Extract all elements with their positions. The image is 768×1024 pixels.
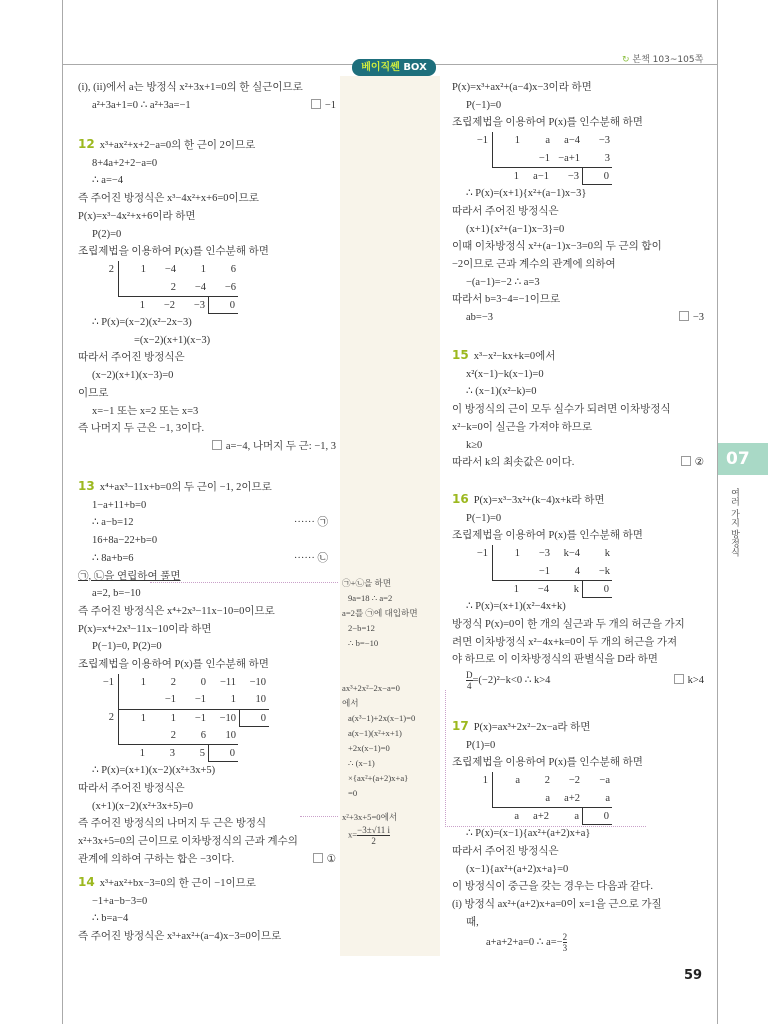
math-line: (x+1)(x−2)(x²+3x+5)=0 [92, 800, 193, 812]
divisor [466, 167, 492, 185]
math-line: ∴ P(x)=(x+1)(x²−4x+k) [466, 601, 566, 613]
division-row [92, 744, 336, 762]
division-cell: −3 [538, 548, 550, 560]
answer-icon [313, 853, 323, 863]
division-cell: −10 [209, 709, 239, 727]
problem-number: 17 [452, 719, 469, 733]
problem-number: 16 [452, 492, 469, 506]
note-line: a(x−1)(x²+x+1) [348, 728, 402, 738]
answer [309, 851, 336, 869]
denominator: 2 [371, 836, 376, 846]
division-cell: −a+1 [558, 152, 580, 164]
denominator: 3 [562, 943, 568, 954]
division-cell: a−4 [564, 135, 580, 147]
divisor: 2 [108, 712, 114, 724]
division-cell: 0 [200, 676, 206, 688]
note-line: ax³+2x²−2x−a=0 [342, 683, 400, 693]
synthetic-division [92, 674, 336, 762]
division-cell: 0 [208, 744, 238, 762]
division-cell: 2 [544, 775, 550, 787]
division-cell: −6 [224, 281, 236, 293]
denominator: 4 [467, 681, 472, 692]
division-cell: 1 [200, 263, 206, 275]
divisor [92, 279, 118, 297]
math-line: −2이므로 근과 계수의 관계에 의하여 [452, 258, 616, 270]
division-cell: 1 [514, 548, 520, 560]
math-line: P(−1)=0 [466, 99, 502, 111]
note-line: +2x(x−1)=0 [348, 743, 390, 753]
equation-marker: ······ ㉡ [293, 552, 328, 564]
numerator: −3±√11 i [357, 825, 391, 835]
division-cell: −2 [148, 296, 178, 314]
answer [307, 97, 336, 115]
math-line: 즉 주어진 방정식은 x⁴+2x³−11x−10=0이므로 [78, 605, 275, 617]
division-cell: 1 [492, 580, 522, 598]
page-border-left [62, 0, 63, 1024]
problem-number: 12 [78, 137, 95, 151]
divisor [92, 296, 118, 314]
answer-icon [674, 674, 684, 684]
answer-text: −1 [324, 99, 336, 111]
math-line: 따라서 b=3−4=−1이므로 [452, 294, 561, 306]
division-cell: 1 [514, 135, 520, 147]
note-line: ∴ b=−10 [348, 638, 379, 648]
division-row [466, 563, 704, 581]
division-row [466, 132, 704, 150]
divisor: −1 [476, 135, 488, 147]
math-line: 때, [466, 916, 479, 928]
division-cell: 0 [239, 709, 269, 727]
synthetic-division [466, 545, 704, 598]
note-line: ×{ax²+(a+2)x+a} [348, 773, 409, 783]
math-text: ㉠, ㉡을 연립하여 풀면 [78, 570, 181, 582]
math-line: 이 방정식이 중근을 갖는 경우는 다음과 같다. [452, 881, 653, 893]
division-cell: −11 [219, 676, 236, 688]
divisor [466, 580, 492, 598]
division-cell [493, 150, 523, 168]
math-line: 따라서 주어진 방정식은 [452, 845, 559, 857]
division-cell: 2 [170, 676, 176, 688]
division-cell: −4 [164, 263, 176, 275]
chapter-tab[interactable] [718, 443, 768, 475]
division-row [466, 545, 704, 563]
division-cell: 0 [582, 580, 612, 598]
division-cell [493, 563, 523, 581]
division-cell: k [552, 580, 582, 598]
division-cell: 1 [230, 694, 236, 706]
math-line: 방정식 P(x)=0이 한 개의 실근과 두 개의 허근을 가지 [452, 618, 685, 630]
division-cell: 0 [582, 167, 612, 185]
division-cell: a−1 [522, 167, 552, 185]
division-cell [493, 790, 523, 808]
note-line: a(x³−1)+2x(x−1)=0 [348, 713, 416, 723]
division-cell: −1 [538, 152, 550, 164]
page-reference [622, 52, 703, 65]
note-line: 에서 [342, 698, 359, 708]
side-note-1 [342, 576, 439, 651]
math-line: 8+4a+2+2−a=0 [92, 157, 158, 169]
division-row [92, 296, 336, 314]
division-cell: −3 [598, 135, 610, 147]
math-line: (x−1){ax²+(a+2)x+a}=0 [466, 863, 569, 875]
divisor [466, 807, 492, 825]
division-cell [119, 691, 149, 709]
division-cell: 3 [148, 744, 178, 762]
arrow-icon: ↻ [622, 55, 630, 65]
divisor: 1 [482, 775, 488, 787]
division-cell: 1 [492, 167, 522, 185]
math-line: ∴ b=a−4 [92, 913, 129, 925]
problem-number: 13 [78, 479, 95, 493]
division-cell: −4 [194, 281, 206, 293]
math-line: 이므로 [78, 387, 109, 399]
division-cell: 1 [140, 676, 146, 688]
chapter-title: 여러 가지 방정식 [729, 488, 739, 557]
divisor: 2 [108, 263, 114, 275]
division-cell: 1 [149, 709, 179, 727]
division-cell: 10 [255, 694, 266, 706]
division-cell: k [604, 548, 610, 560]
division-cell: a [515, 775, 520, 787]
problem-13 [78, 478, 336, 868]
division-row [92, 691, 336, 709]
math-text: P(x)=ax³+2x²−2x−a라 하면 [473, 722, 591, 733]
divisor [466, 790, 492, 808]
math-line: 즉 주어진 방정식의 나머지 두 근은 방정식 [78, 818, 267, 830]
division-row [466, 167, 704, 185]
answer-text: a=−4, 나머지 두 근: −1, 3 [225, 440, 336, 452]
math-text: ∴ 8a+b=6 [92, 552, 134, 564]
answer-icon [679, 311, 689, 321]
math-line: 려면 이차방정식 x²−4x+k=0이 두 개의 허근을 가져 [452, 636, 678, 648]
note-text: x= [348, 829, 358, 840]
math-line: P(2)=0 [92, 228, 122, 240]
math-line: P(x)=x⁴+2x³−11x−10이라 하면 [78, 623, 212, 635]
problem-number: 15 [452, 348, 469, 362]
math-line: ∴ P(x)=(x+1){x²+(a−1)x−3} [466, 188, 587, 200]
division-cell: −1 [179, 709, 209, 727]
division-cell: −1 [194, 694, 206, 706]
note-line: ㉠+㉡을 하면 [342, 578, 392, 588]
division-cell: −a [599, 775, 610, 787]
math-line: =(x−2)(x+1)(x−3) [134, 334, 211, 346]
divisor [92, 744, 118, 762]
math-text: x³+ax²+x+2−a=0의 한 근이 2이므로 [99, 140, 256, 151]
math-line: 즉 주어진 방정식은 x³−4x²+x+6=0이므로 [78, 193, 259, 205]
side-note-2 [342, 681, 439, 801]
math-line: ∴ (x−1)(x²−k)=0 [466, 386, 537, 398]
math-line: 즉 주어진 방정식은 x³+ax²+(a−4)x−3=0이므로 [78, 931, 282, 943]
math-line: 즉 나머지 두 근은 −1, 3이다. [78, 423, 205, 435]
math-line: P(x)=x³+ax²+(a−4)x−3이라 하면 [452, 82, 592, 93]
badge-label-box: BOX [403, 62, 427, 73]
division-cell: 2 [170, 281, 176, 293]
divisor: −1 [102, 676, 114, 688]
reference-text: 본책 103~105쪽 [632, 55, 704, 65]
division-cell: 1 [118, 744, 148, 762]
division-cell: −k [598, 565, 610, 577]
division-cell: 0 [582, 807, 612, 825]
math-line: ∴ P(x)=(x−2)(x²−2x−3) [92, 316, 192, 328]
division-cell: 3 [604, 152, 610, 164]
problem-15 [452, 347, 704, 472]
answer-text: −3 [692, 312, 704, 324]
math-line: P(−1)=0, P(2)=0 [92, 641, 162, 653]
math-text: ∴ a−b=12 [92, 517, 134, 529]
division-cell: −4 [522, 580, 552, 598]
math-line: k≥0 [466, 439, 483, 451]
note-line: ∴ (x−1) [348, 758, 375, 768]
math-text: a+a+2+a=0 ∴ a=− [486, 937, 563, 949]
math-text: =(−2)²−k<0 ∴ k>4 [472, 674, 551, 686]
math-line: (i), (ii)에서 a는 방정식 x²+3x+1=0의 한 실근이므로 [78, 82, 303, 93]
divisor [92, 727, 118, 745]
page-number: 59 [684, 968, 703, 983]
division-cell: 5 [178, 744, 208, 762]
connector-line [150, 582, 338, 583]
answer [677, 454, 704, 472]
math-line: 따라서 주어진 방정식은 [78, 352, 185, 364]
math-line: −(a−1)=−2 ∴ a=3 [466, 276, 540, 288]
numerator: 2 [562, 932, 568, 943]
division-cell: a [545, 792, 550, 804]
division-cell [119, 279, 149, 297]
division-cell [119, 727, 149, 745]
division-cell: a [552, 807, 582, 825]
note-line: 2−b=12 [348, 623, 375, 633]
math-line: a=2, b=−10 [92, 588, 141, 600]
intro-solution [78, 79, 336, 114]
problem-14-continued [452, 79, 704, 327]
division-cell: 1 [118, 296, 148, 314]
math-line: 1−a+11+b=0 [92, 499, 147, 511]
math-line: P(x)=x³−4x²+x+6이라 하면 [78, 210, 196, 222]
division-cell: 1 [140, 263, 146, 275]
math-line: 16+8a−22+b=0 [92, 535, 158, 547]
division-row [466, 150, 704, 168]
division-cell: 0 [208, 296, 238, 314]
division-cell: −3 [552, 167, 582, 185]
note-line: =0 [348, 788, 358, 798]
answer-icon [681, 456, 691, 466]
synthetic-division [466, 132, 704, 185]
connector-line [300, 816, 338, 817]
synthetic-division [466, 772, 704, 825]
division-cell: a+2 [564, 792, 580, 804]
math-line: 조립제법을 이용하여 P(x)를 인수분해 하면 [452, 117, 643, 129]
side-note-3 [342, 810, 439, 846]
division-cell: 6 [230, 263, 236, 275]
math-line: P(1)=0 [466, 739, 496, 751]
math-line [78, 97, 336, 115]
math-line: 조립제법을 이용하여 P(x)를 인수분해 하면 [452, 757, 643, 769]
division-row [466, 807, 704, 825]
division-cell: a [545, 135, 550, 147]
divisor [466, 150, 492, 168]
math-line: ∴ P(x)=(x−1){ax²+(a+2)x+a} [466, 828, 591, 840]
problem-12 [78, 136, 336, 456]
math-line: −1+a−b−3=0 [92, 895, 148, 907]
math-line: x²(x−1)−k(x−1)=0 [466, 368, 544, 380]
answer-text: ① [326, 853, 336, 865]
math-line: 이때 이차방정식 x²+(a−1)x−3=0의 두 근의 합이 [452, 241, 662, 253]
division-cell: 10 [225, 729, 236, 741]
problem-number: 14 [78, 875, 95, 889]
problem-14 [78, 874, 336, 946]
answer-text: ② [694, 457, 704, 469]
math-text: x⁴+ax³−11x+b=0의 두 근이 −1, 2이므로 [99, 482, 272, 493]
division-row [92, 261, 336, 279]
answer-icon [311, 99, 321, 109]
division-row [466, 580, 704, 598]
division-cell: −3 [178, 296, 208, 314]
math-line: x=−1 또는 x=2 또는 x=3 [92, 405, 199, 417]
math-text: x³+ax²+bx−3=0의 한 근이 −1이므로 [99, 878, 256, 889]
page-border-right [717, 0, 718, 1024]
math-line: ∴ a=−4 [92, 175, 124, 187]
math-text: x³−x²−kx+k=0에서 [473, 351, 556, 362]
problem-17 [452, 718, 704, 955]
badge-label: 베이직쎈 [361, 62, 400, 73]
division-row [92, 709, 336, 727]
math-line: 따라서 주어진 방정식은 [78, 782, 185, 794]
synthetic-division [92, 261, 336, 314]
division-row [466, 790, 704, 808]
math-line: 이 방정식의 근이 모두 실수가 되려면 이차방정식 [452, 404, 671, 416]
divisor: −1 [476, 548, 488, 560]
math-text: ab=−3 [466, 312, 494, 324]
math-line: 조립제법을 이용하여 P(x)를 인수분해 하면 [78, 246, 269, 258]
division-cell: a [492, 807, 522, 825]
math-line: x²−k=0이 실근을 가져야 하므로 [452, 421, 593, 433]
equation-marker: ······ ㉠ [293, 517, 328, 529]
problem-16 [452, 491, 704, 693]
division-cell: −10 [249, 676, 266, 688]
math-text: a²+3a+1=0 ∴ a²+3a=−1 [92, 99, 191, 111]
answer [675, 309, 704, 327]
numerator: D [466, 670, 473, 681]
math-text: 따라서 k의 최솟값은 0이다. [452, 457, 575, 469]
math-line: P(−1)=0 [466, 512, 502, 524]
math-text: P(x)=x³−3x²+(k−4)x+k라 하면 [473, 495, 605, 506]
division-cell: a+2 [522, 807, 552, 825]
math-line: x²+3x+5=0의 근이므로 이차방정식의 근과 계수의 [78, 835, 298, 847]
math-line: (i) 방정식 ax²+(a+2)x+a=0이 x=1을 근으로 가질 [452, 898, 662, 910]
math-line: (x−2)(x+1)(x−3)=0 [92, 370, 174, 382]
division-cell: 1 [119, 709, 149, 727]
divisor [466, 563, 492, 581]
fraction [563, 932, 568, 953]
divisor [92, 691, 118, 709]
division-cell: −1 [538, 565, 550, 577]
division-row [466, 772, 704, 790]
division-cell: a [605, 792, 610, 804]
math-line: 따라서 주어진 방정식은 [452, 205, 559, 217]
division-cell: 6 [200, 729, 206, 741]
math-text: 관계에 의하여 구하는 합은 −3이다. [78, 853, 235, 865]
division-row [92, 674, 336, 692]
division-cell: 2 [170, 729, 176, 741]
division-row [92, 727, 336, 745]
fraction [357, 825, 390, 846]
division-cell: −2 [568, 775, 580, 787]
answer-icon [212, 440, 222, 450]
math-line: 조립제법을 이용하여 P(x)를 인수분해 하면 [78, 659, 269, 671]
math-line: 야 하므로 이 이차방정식의 판별식을 D라 하면 [452, 654, 658, 666]
answer [208, 438, 336, 456]
division-row [92, 279, 336, 297]
answer-text: k>4 [687, 674, 704, 686]
division-cell: 4 [574, 565, 580, 577]
chapter-number: 07 [726, 449, 750, 469]
answer [670, 669, 704, 693]
division-cell: −1 [164, 694, 176, 706]
note-line: x²+3x+5=0에서 [342, 812, 398, 822]
division-cell: k−4 [563, 548, 580, 560]
basic-box-badge [352, 59, 436, 76]
math-line: 조립제법을 이용하여 P(x)를 인수분해 하면 [452, 530, 643, 542]
math-line: ∴ P(x)=(x+1)(x−2)(x²+3x+5) [92, 765, 216, 777]
note-line: 9a=18 ∴ a=2 [348, 593, 393, 603]
math-line: (x+1){x²+(a−1)x−3}=0 [466, 223, 565, 235]
note-line: a=2를 ㉠에 대입하면 [342, 608, 418, 618]
